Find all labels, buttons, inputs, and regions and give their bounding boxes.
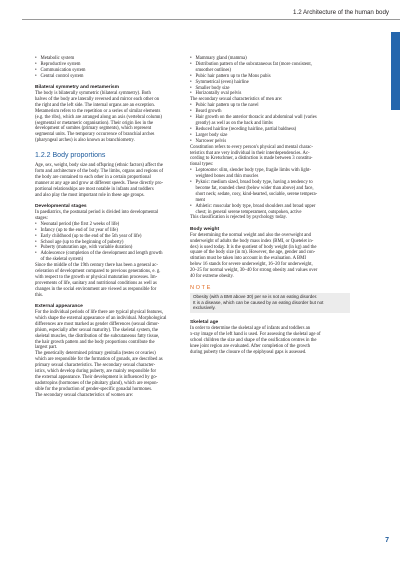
text-line: (e.g. the ribs), which are arranged along an axis (vertebral column) xyxy=(35,114,163,120)
text-line: istics, which develop during puberty, are mainly responsible for xyxy=(35,369,157,375)
list-item: • Distribution pattern of the subcutaneous fat (more consistent, xyxy=(190,62,350,68)
list-item: • Beard growth xyxy=(190,109,350,115)
note-line: Obesity (with a BMI above 30) per se is not an eating disorder. xyxy=(193,293,318,299)
list-item: • Reduced hairline (receding hairline, partial baldness) xyxy=(190,127,350,133)
text-line: square of the body size (in m). However, the age, gender and con- xyxy=(190,250,316,256)
paragraph-body-proportions xyxy=(35,163,182,198)
list-item: • Horizontally oval pelvis xyxy=(190,91,350,97)
list-item-continuation: short neck; sedate, cosy, kind-hearted, sociable, serene tempera- xyxy=(195,191,318,197)
header-divider xyxy=(22,19,400,20)
list-item: • Reproductive system xyxy=(35,62,182,68)
paragraph-constitution xyxy=(190,145,350,169)
text-line: halves of the body are laterally reversed and mirror each other on xyxy=(35,96,160,102)
text-line: the hair growth pattern and the body proportions contribute the xyxy=(35,339,155,345)
constitution-types-list xyxy=(190,168,350,215)
text-line: Since the middle of the 19th century there has been a general ac- xyxy=(35,263,158,269)
text-line: changes in the social environment are viewed as responsible for xyxy=(35,286,157,292)
list-item-continuation: ment xyxy=(195,197,205,203)
list-item: • Neonatal period (the first 2 weeks of life) xyxy=(35,222,182,228)
text-line: school children the size and shape of the ossification centres in the xyxy=(190,337,317,343)
chapter-tab-marker xyxy=(391,32,400,110)
subheading-external-appearance: External appearance xyxy=(35,303,83,309)
text-line: For determining the normal weight and also the overweight and xyxy=(190,232,311,238)
text-line: during puberty the closure of the epiphyseal gaps is assessed. xyxy=(190,349,307,355)
text-line: Metamerism refers to the repetition or a series of similar elements xyxy=(35,108,161,114)
text-line: primary sexual characteristics. The secondary sexual character- xyxy=(35,363,156,369)
list-item: • Hair growth on the anterior thoracic and abdominal wall (varies xyxy=(190,115,350,121)
text-line: and also play the most important role in these age groups. xyxy=(35,192,145,198)
list-item: • Adolescence (completion of the development and length growth xyxy=(35,251,182,257)
text-line: nadotropins (hormones of the pituitary gland), which are respon- xyxy=(35,380,159,386)
list-item-continuation: weighted bones and thin muscles xyxy=(195,174,259,180)
list-item: • Smaller body size xyxy=(190,86,350,92)
text-line: The secondary sexual characteristics of men are: xyxy=(190,97,283,103)
text-line: provements of life, sanitary and nutritional conditions as well as xyxy=(35,280,157,286)
text-line: sible for the production of gender-specific gonadal hormones. xyxy=(35,386,153,392)
text-line: portional relationships are most notable in infants and toddlers xyxy=(35,186,154,192)
text-line: Age, sex, weight, body size and offspring (ethnic factors) affect the xyxy=(35,163,163,169)
text-line: phism, especially after sexual maturity). The skeletal system, the xyxy=(35,327,158,333)
text-line: In paediatrics, the postnatal period is divided into developmental xyxy=(35,210,159,215)
text-line: this. xyxy=(35,292,44,298)
text-line: In order to determine the skeletal age of infants and toddlers an xyxy=(190,325,311,331)
system-list xyxy=(35,56,182,80)
list-item-continuation: smoother outlines) xyxy=(195,67,231,73)
list-item: • Leptosome: slim, slender body type, fragile limbs with light- xyxy=(190,168,350,174)
list-item-continuation: greatly) as well as on the back and limbs xyxy=(195,120,273,126)
text-line: tional types: xyxy=(190,162,214,168)
subheading-body-weight: Body weight xyxy=(190,226,220,232)
text-line: (pharyngeal arches) is also known as branchiometry. xyxy=(35,138,135,144)
list-item: • Narrower pelvis xyxy=(190,139,350,145)
list-item: • School age (up to the beginning of puberty) xyxy=(35,240,182,246)
list-item: • Pubic hair pattern up to the Mons pubis xyxy=(190,74,350,80)
text-line: Constitution refers to every person's physical and mental charac- xyxy=(190,144,313,150)
text-line: stages: xyxy=(35,215,48,221)
list-item: • Symmetrical (even) hairline xyxy=(190,80,350,86)
developmental-stage-list xyxy=(35,222,182,263)
text-line: segmental units. The temporary occurrence of branchial arches xyxy=(35,132,155,138)
list-item: • Larger body size xyxy=(190,133,350,139)
men-characteristics-list xyxy=(190,103,350,144)
text-line: differences are most marked as gender differences (sexual dimor- xyxy=(35,321,160,327)
text-line: the body are contained to each other in a certain proportional xyxy=(35,174,151,180)
women-characteristics-list xyxy=(190,56,350,97)
list-item: • Athletic: muscular body type, broad shoulders and broad upper xyxy=(190,204,350,210)
text-line: form and architecture of the body. The limbs, organs and regions of xyxy=(35,169,164,175)
text-line: skeletal muscles, the distribution of the subcutaneous fatty tissue, xyxy=(35,333,160,339)
text-line: celeration of development compared to previous generations, e. g. xyxy=(35,269,161,275)
text-line: For the individual periods of life there are typical physical features, xyxy=(35,309,164,315)
text-line: largest part. xyxy=(35,345,58,351)
list-item-continuation: chest; in general serene temperament, outspoken, active xyxy=(195,209,302,215)
page-number: 7 xyxy=(385,537,389,544)
paragraph-body-weight xyxy=(190,233,350,280)
text-line: development of somites (primary segments), which represent xyxy=(35,126,152,132)
paragraph-skeletal-age xyxy=(190,326,350,356)
note-title: NOTE xyxy=(190,285,212,292)
paragraph-external-appearance xyxy=(35,310,182,399)
list-item: • Metabolic system xyxy=(35,56,182,62)
text-line: This classification is rejected by psychology today. xyxy=(190,215,287,221)
text-line: with respect to the growth or physical maturation processes. Im- xyxy=(35,274,158,280)
text-line: the external appearance. Their development is influenced by go- xyxy=(35,374,158,380)
note-line: It is a disease, which can be caused by an eating disorder but not xyxy=(193,299,324,305)
text-line: x-ray image of the left hand is used. For assessing the skeletal age of xyxy=(190,331,321,337)
subheading-developmental-stages: Developmental stages xyxy=(35,203,87,209)
running-header: 1.2 Architecture of the human body xyxy=(293,9,389,16)
text-line: which shape the external appearance of an individual. Morphological xyxy=(35,315,167,321)
text-line: manner at any age and grow at different speeds. These directly pro- xyxy=(35,180,164,186)
text-line: The body is bilaterally symmetric (bilateral symmetry). Both xyxy=(35,91,151,97)
list-item: • Mammary gland (mamma) xyxy=(190,56,350,62)
list-item: • Central control system xyxy=(35,74,182,80)
text-line: cording to Kretschmer, a distinction is made between 3 constitu- xyxy=(190,156,313,162)
text-line: teristics that are very individual in their interdependencies. Ac- xyxy=(190,150,310,156)
text-line: The secondary sexual characteristics of women are: xyxy=(35,392,134,398)
text-line: (segmental or metameric organisation). Their origin lies in the xyxy=(35,120,154,126)
list-item: • Pubic hair pattern up to the navel xyxy=(190,103,350,109)
page-header xyxy=(0,0,400,40)
subheading-skeletal-age: Skeletal age xyxy=(190,319,219,325)
left-column xyxy=(35,56,182,399)
text-line: The genetically determined primary genitalia (testes or ovaries) xyxy=(35,351,156,357)
section-heading-body-proportions: 1.2.2 Body proportions xyxy=(35,152,106,160)
text-line: which are responsible for the formation of gonads, are described as xyxy=(35,357,163,363)
text-line: knee joint region are evaluated. After completion of the growth xyxy=(190,343,311,349)
text-line: 20–25 for normal weight, 30–40 for strong obesity and values over xyxy=(190,268,318,274)
text-line: dex) is used today. It is the quotient of body weight (in kg) and the xyxy=(190,244,317,250)
right-column xyxy=(190,56,350,355)
list-item-continuation: become fat, rounded chest (below wider than above) and face, xyxy=(195,185,314,191)
text-line: stitution must be taken into account in the evaluation. A BMI xyxy=(190,256,306,262)
list-item: • Puberty (maturation age, with variable duration) xyxy=(35,245,182,251)
list-item: • Early childhood (up to the end of the 5th year of life) xyxy=(35,234,182,240)
subheading-bilateral-symmetry: Bilateral symmetry and metamerism xyxy=(35,84,119,90)
list-item: • Pyknic: medium sized, broad body type, having a tendency to xyxy=(190,180,350,186)
note-line: exclusively. xyxy=(193,305,216,311)
text-line: 40 for extreme obesity. xyxy=(190,274,234,280)
list-item: • Communication system xyxy=(35,68,182,74)
paragraph-bilateral-symmetry xyxy=(35,91,182,144)
text-line: below 16 stands for severe underweight, 16–20 for underweight, xyxy=(190,262,313,268)
text-line: underweight of adults the body mass index (BMI, or Quetelet in- xyxy=(190,238,314,244)
text-line: the right and the left side. The internal organs are an exception. xyxy=(35,102,155,108)
list-item: • Infancy (up to the end of 1st year of life) xyxy=(35,228,182,234)
note-box xyxy=(190,293,350,313)
list-item-continuation: of the skeletal system) xyxy=(40,257,84,263)
